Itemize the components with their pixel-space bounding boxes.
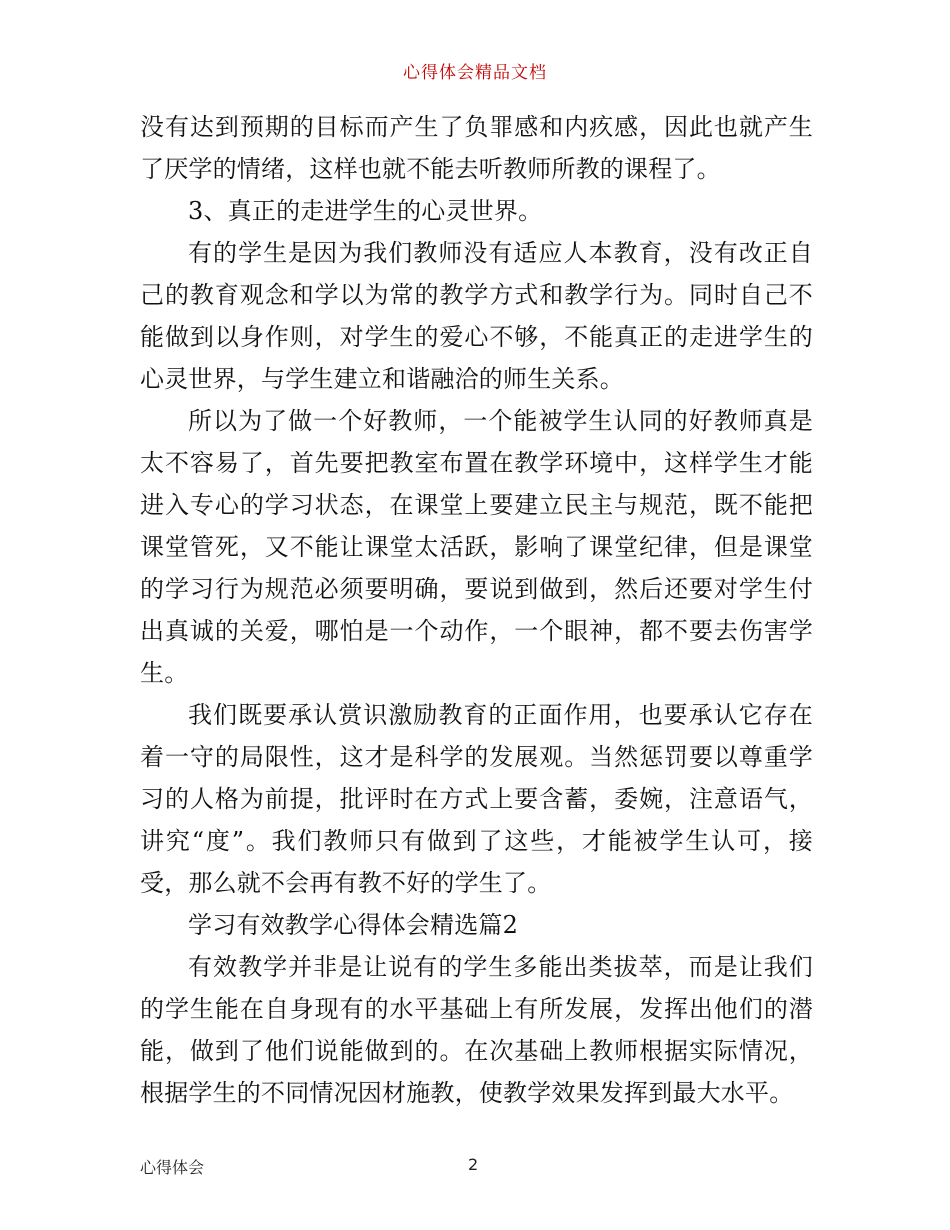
paragraph-continuation: 没有达到预期的目标而产生了负罪感和内疚感，因此也就产生了厌学的情绪，这样也就不能去听教师所教的课程了。 bbox=[140, 113, 813, 183]
paragraph: 我们既要承认赏识激励教育的正面作用，也要承认它存在着一守的局限性，这才是科学的发展观。当然惩罚要以尊重学习的人格为前提，批评时在方式上要含蓄，委婉，注意语气，讲究“度”。我们教师只有做到了这些，才能被学生认可，接受，那么就不会再有教不好的学生了。 bbox=[140, 701, 813, 897]
section-heading: 3、真正的走进学生的心灵世界。 bbox=[188, 197, 543, 225]
article-subtitle: 学习有效教学心得体会精选篇2 bbox=[188, 911, 519, 939]
header-title: 心得体会精品文档 bbox=[403, 63, 547, 83]
paragraph: 有效教学并非是让说有的学生多能出类拔萃，而是让我们的学生能在自身现有的水平基础上有所发展，发挥出他们的潜能，做到了他们说能做到的。在次基础上教师根据实际情况，根据学生的不同情况因材施教，使教学效果发挥到最大水平。 bbox=[140, 953, 813, 1107]
footer-label: 心得体会 bbox=[140, 1158, 205, 1177]
page-number: 2 bbox=[468, 1155, 479, 1174]
document-body bbox=[140, 106, 813, 1114]
paragraph: 所以为了做一个好教师，一个能被学生认同的好教师真是太不容易了，首先要把教室布置在教学环境中，这样学生才能进入专心的学习状态，在课堂上要建立民主与规范，既不能把课堂管死，又不能让课堂太活跃，影响了课堂纪律，但是课堂的学习行为规范必须要明确，要说到做到，然后还要对学生付出真诚的关爱，哪怕是一个动作，一个眼神，都不要去伤害学生。 bbox=[140, 407, 813, 687]
paragraph: 有的学生是因为我们教师没有适应人本教育，没有改正自己的教育观念和学以为常的教学方式和教学行为。同时自己不能做到以身作则，对学生的爱心不够，不能真正的走进学生的心灵世界，与学生建立和谐融洽的师生关系。 bbox=[140, 239, 813, 393]
